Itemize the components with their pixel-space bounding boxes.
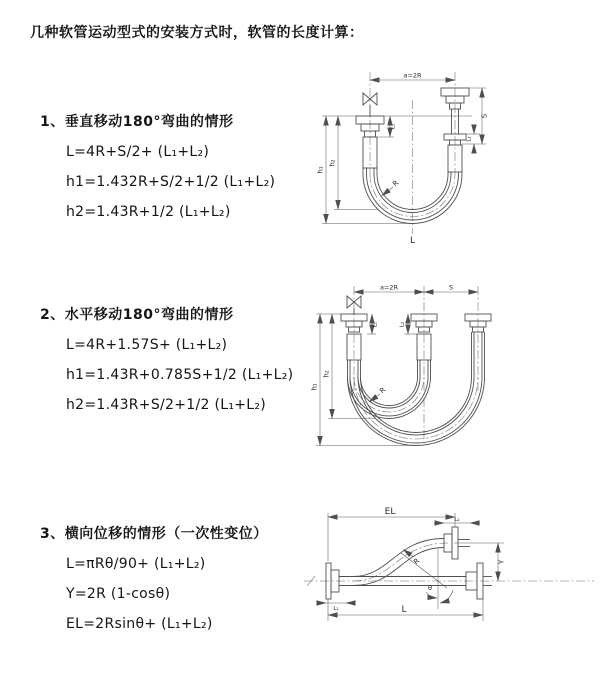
dim-label-travel: S — [480, 113, 489, 119]
bend-construction-lines — [401, 549, 447, 609]
dim-label-end-left: L₁ — [390, 123, 397, 130]
u-bend-displaced — [348, 332, 485, 446]
dim-label-end-mid: L₂ — [399, 321, 406, 328]
section-heading: 3、横向位移的情形（一次性变位） — [40, 526, 268, 542]
formula-line: L=4R+S/2+ (L₁+L₂) — [66, 144, 210, 160]
dim-label-height1: h₁ — [316, 166, 325, 174]
section-heading: 1、垂直移动180°弯曲的情形 — [40, 114, 234, 130]
diagram-lateral-displacement — [298, 503, 600, 645]
dim-label-radius: R — [378, 385, 388, 396]
dimensions — [311, 284, 479, 446]
dim-label-angle: θ — [428, 584, 432, 592]
u-bend-original — [348, 360, 431, 419]
diagram-vertical-180-bend — [310, 66, 600, 261]
dim-label-radius: R — [391, 178, 401, 189]
dim-label-height1: h₁ — [310, 383, 319, 391]
dim-label-end-left: L₁ — [372, 321, 379, 328]
dim-label-end-top: L₂ — [454, 517, 460, 523]
dim-label-end-right: L₂ — [466, 136, 473, 142]
formula-line: h1=1.432R+S/2+1/2 (L₁+L₂) — [66, 174, 276, 190]
formula-line: Y=2R (1-cosθ) — [66, 586, 171, 602]
dim-label-span: a=2R — [379, 283, 399, 292]
dim-label-end-left: L₁ — [333, 606, 339, 612]
formula-line: EL=2Rsinθ+ (L₁+L₂) — [66, 616, 213, 632]
formula-line: L=4R+1.57S+ (L₁+L₂) — [66, 337, 228, 353]
dim-label-length: L — [409, 236, 416, 246]
dim-label-height2: h₂ — [328, 159, 337, 167]
formula-line: L=πRθ/90+ (L₁+L₂) — [66, 556, 206, 572]
section-heading: 2、水平移动180°弯曲的情形 — [40, 307, 234, 323]
dim-label-el: EL — [384, 507, 396, 517]
hose-assembly — [326, 527, 492, 609]
formula-line: h2=1.43R+1/2 (L₁+L₂) — [66, 204, 231, 220]
centerlines — [304, 543, 594, 586]
formula-line: h2=1.43R+S/2+1/2 (L₁+L₂) — [66, 397, 267, 413]
dim-label-travel: S — [448, 283, 454, 292]
diagram-horizontal-180-bend — [306, 282, 600, 462]
dim-label-span: a=2R — [403, 71, 422, 80]
dim-label-y: Y — [497, 559, 506, 565]
section-lateral-displacement — [40, 523, 268, 645]
dim-label-height2: h₂ — [322, 370, 331, 378]
page-title: 几种软管运动型式的安装方式时，软管的长度计算： — [30, 25, 364, 41]
dim-label-radius: R — [412, 556, 422, 567]
section-vertical-movement — [40, 111, 275, 233]
hose-assembly — [341, 296, 491, 446]
section-horizontal-movement — [40, 304, 293, 426]
dim-label-length: L — [401, 605, 407, 615]
formula-line: h1=1.43R+0.785S+1/2 (L₁+L₂) — [66, 367, 294, 383]
dimensions — [317, 72, 489, 247]
